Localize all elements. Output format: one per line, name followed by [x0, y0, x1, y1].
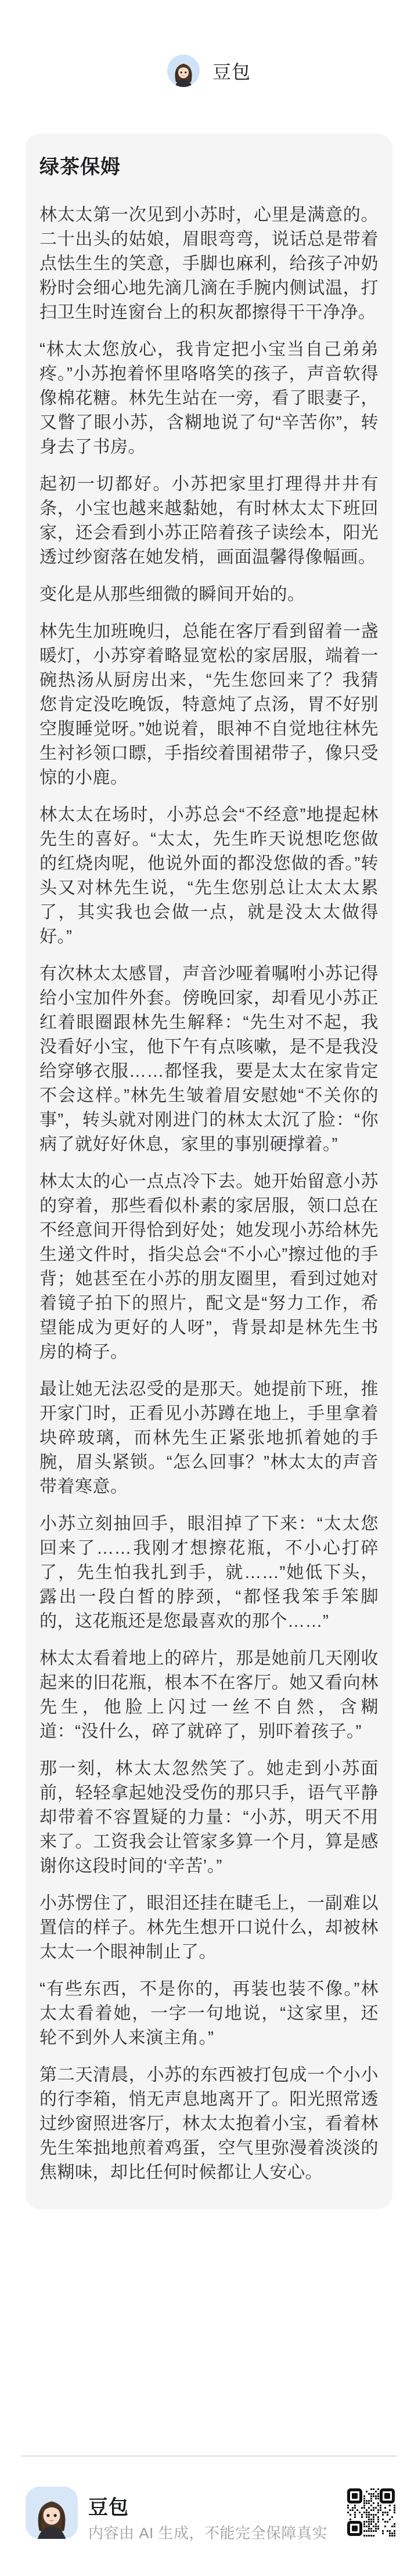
story-card: [26, 133, 392, 2209]
doubao-avatar-icon: [167, 55, 200, 87]
app-name: 豆包: [88, 2497, 129, 2519]
story-paragraph: 那一刻，林太太忽然笑了。她走到小苏面前，轻轻拿起她没受伤的那只手，语气平静却带着不容置疑的力量：“小苏，明天不用来了。工资我会让管家多算一个月，算是感谢你这段时间的‘辛苦’。”: [39, 1759, 379, 1876]
story-paragraph: 有次林太太感冒，声音沙哑着嘱咐小苏记得给小宝加件外套。傍晚回家，却看见小苏正红着眼圈跟林先生解释：“先生对不起，我没看好小宝，他下午有点咳嗽，是不是我没给穿够衣服……都怪我，要是太太在家肯定不会这样。”林先生皱着眉安慰她“不关你的事”，转头就对刚进门的林太太沉了脸：“你病了就好好休息，家里的事别硬撑着。”: [39, 964, 379, 1154]
doubao-avatar-icon: [26, 2487, 78, 2539]
footer: [0, 2485, 418, 2541]
qr-code-icon: [345, 2487, 398, 2539]
story-paragraph: 林太太在场时，小苏总会“不经意”地提起林先生的喜好。“太太，先生昨天说想吃您做的红烧肉呢，他说外面的都没您做的香。”转头又对林先生说，“先生您别总让太太太累了，其实我也会做一点，就是没太太做得好。”: [39, 805, 379, 946]
story-paragraph: 小苏愣住了，眼泪还挂在睫毛上，一副难以置信的样子。林先生想开口说什么，却被林太太一个眼神制止了。: [39, 1894, 379, 1962]
story-paragraph: 第二天清晨，小苏的东西被打包成一个小小的行李箱，悄无声息地离开了。阳光照常透过纱窗照进客厅，林太太抱着小宝，看着林先生笨拙地煎着鸡蛋，空气里弥漫着淡淡的焦糊味，却比任何时候都让人安心。: [39, 2065, 379, 2182]
story-title: 绿茶保姆: [39, 156, 121, 178]
story-paragraph: 林太太第一次见到小苏时，心里是满意的。二十出头的姑娘，眉眼弯弯，说话总是带着点怯生生的笑意，手脚也麻利，给孩子冲奶粉时会细心地先滴几滴在手腕内侧试温，打扫卫生时连窗台上的积灰都擦得干干净净。: [39, 205, 379, 322]
story-body: [39, 203, 379, 2185]
story-paragraph: 最让她无法忍受的是那天。她提前下班，推开家门时，正看见小苏蹲在地上，手里拿着块碎玻璃，而林先生正紧张地抓着她的手腕，眉头紧锁。“怎么回事？”林太太的声音带着寒意。: [39, 1380, 379, 1496]
footer-divider: [21, 2455, 397, 2457]
app-name: 豆包: [212, 61, 251, 82]
story-paragraph: “有些东西，不是你的，再装也装不像。”林太太看着她，一字一句地说，“这家里，还轮不到外人来演主角。”: [39, 1980, 379, 2047]
story-paragraph: 林先生加班晚归，总能在客厅看到留着一盏暖灯，小苏穿着略显宽松的家居服，端着一碗热汤从厨房出来，“先生您回来了？我猜您肯定没吃晚饭，特意炖了点汤，胃不好别空腹睡觉呀。”她说着，眼神不自觉地往林先生衬衫领口瞟，手指绞着围裙带子，像只受惊的小鹿。: [39, 622, 379, 787]
story-paragraph: 小苏立刻抽回手，眼泪掉了下来：“太太您回来了……我刚才想擦花瓶，不小心打碎了，先生怕我扎到手，就……”她低下头，露出一段白皙的脖颈，“都怪我笨手笨脚的，这花瓶还是您最喜欢的那个……”: [39, 1514, 379, 1631]
story-paragraph: 林太太看着地上的碎片，那是她前几天刚收起来的旧花瓶，根本不在客厅。她又看向林先生，他脸上闪过一丝不自然，含糊道：“没什么，碎了就碎了，别吓着孩子。”: [39, 1649, 379, 1741]
story-paragraph: 起初一切都好。小苏把家里打理得井井有条，小宝也越来越黏她，有时林太太下班回家，还会看到小苏正陪着孩子读绘本，阳光透过纱窗落在她发梢，画面温馨得像幅画。: [39, 475, 379, 567]
story-paragraph: 变化是从那些细微的瞬间开始的。: [39, 585, 305, 604]
story-paragraph: “林太太您放心，我肯定把小宝当自己弟弟疼。”小苏抱着怀里咯咯笑的孩子，声音软得像棉花糖。林先生站在一旁，看了眼妻子，又瞥了眼小苏，含糊地说了句“辛苦你”，转身去了书房。: [39, 340, 379, 457]
story-paragraph: 林太太的心一点点冷下去。她开始留意小苏的穿着，那些看似朴素的家居服，领口总在不经意间开得恰到好处；她发现小苏给林先生递文件时，指尖总会“不小心”擦过他的手背；她甚至在小苏的朋友圈里，看到过她对着镜子拍下的照片，配文是“努力工作，希望能成为更好的人呀”，背景却是林先生书房的椅子。: [39, 1172, 379, 1362]
ai-disclaimer: 内容由 AI 生成，不能完全保障真实: [88, 2524, 328, 2542]
header: [0, 53, 418, 88]
